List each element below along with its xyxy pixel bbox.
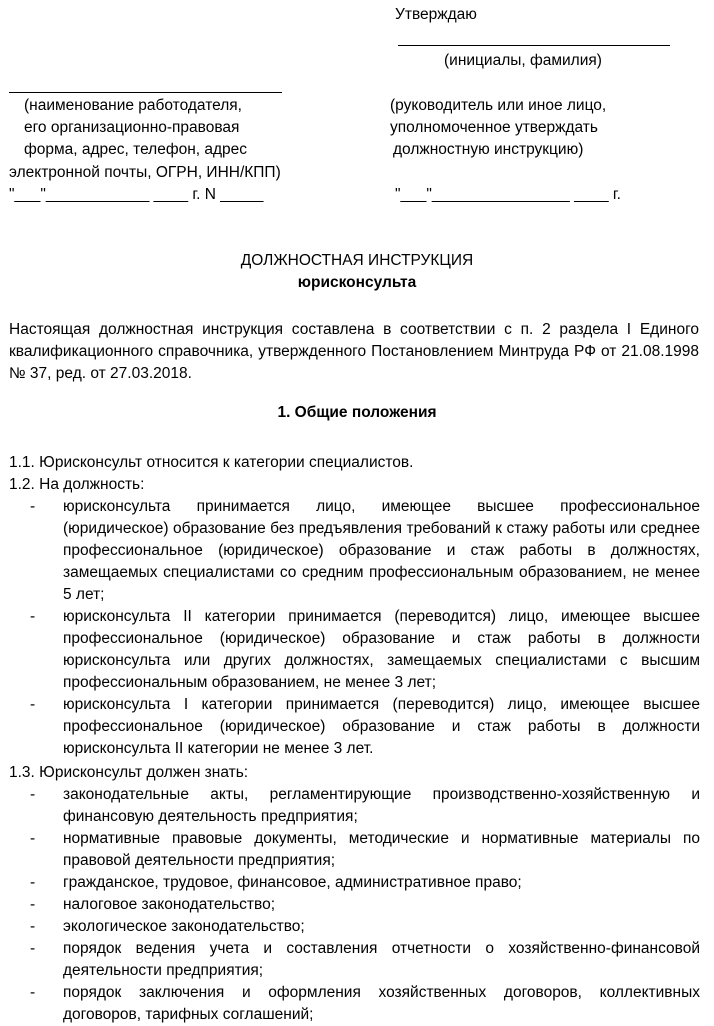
- list-item: [30, 982, 700, 1026]
- authority-caption-line-2: уполномоченное утверждать: [390, 119, 598, 136]
- intro-paragraph: Настоящая должностная инструкция составлена в соответствии с п. 2 раздела I Единого квалификационного справочника, утвержденного Постановлением Минтруда РФ от 21.08.1998 № 37, ред. от 27.03.2018.: [9, 321, 699, 382]
- authority-caption-line-1: (руководитель или иное лицо,: [390, 97, 607, 114]
- list-item-text: юрисконсульта II категории принимается (переводится) лицо, имеющее высшее профессиональное (юридическое) образование и стаж работы в должности юрисконсульта или других должностях, замещаемых специалистами с высшим профессиональным образованием, не менее 3 лет;: [63, 608, 700, 691]
- list-item: [30, 894, 700, 916]
- list-item: [30, 938, 700, 982]
- list-item-text: нормативные правовые документы, методические и нормативные материалы по правовой деятельности предприятия;: [63, 830, 700, 869]
- employer-date-number-line: "___"____________ ____ г. N _____: [9, 186, 264, 203]
- list-item: [30, 872, 700, 894]
- list-item-text: законодательные акты, регламентирующие производственно-хозяйственную и финансовую деятельность предприятия;: [63, 786, 700, 825]
- list-item-text: экологическое законодательство;: [63, 918, 305, 935]
- bullet-dash: -: [30, 786, 36, 803]
- bullet-dash: -: [30, 874, 36, 891]
- item-1-2: 1.2. На должность:: [9, 476, 145, 493]
- bullet-dash: -: [30, 696, 36, 713]
- employer-caption-line-3: форма, адрес, телефон, адрес: [24, 141, 248, 158]
- list-item: [30, 784, 700, 828]
- list-item: [30, 694, 700, 760]
- employer-caption-line-4: электронной почты, ОГРН, ИНН/КПП): [9, 164, 281, 181]
- list-item: [30, 828, 700, 872]
- list-item-text: порядок ведения учета и составления отчетности о хозяйственно-финансовой деятельности предприятия;: [63, 940, 700, 979]
- bullet-dash: -: [30, 608, 36, 625]
- bullet-list-knowledge: [30, 784, 700, 1026]
- bullet-dash: -: [30, 896, 36, 913]
- list-item-text: юрисконсульта I категории принимается (переводится) лицо, имеющее высшее профессиональное (юридическое) образование и стаж работы в должности юрисконсульта II категории не менее 3 лет.: [63, 696, 700, 757]
- employer-name-line: [9, 92, 282, 93]
- list-item: [30, 916, 700, 938]
- bullet-dash: -: [30, 940, 36, 957]
- list-item: [30, 496, 700, 606]
- bullet-dash: -: [30, 830, 36, 847]
- list-item-text: порядок заключения и оформления хозяйственных договоров, коллективных договоров, тарифных соглашений;: [63, 984, 700, 1023]
- employer-caption-line-1: (наименование работодателя,: [24, 97, 242, 114]
- item-1-3: 1.3. Юрисконсульт должен знать:: [9, 764, 249, 781]
- bullet-dash: -: [30, 984, 36, 1001]
- employer-caption-line-2: его организационно-правовая: [24, 119, 240, 136]
- bullet-list-qualifications: [30, 496, 700, 760]
- section-heading: 1. Общие положения: [277, 404, 437, 421]
- approval-date-line: "___"________________ ____ г.: [395, 186, 621, 203]
- approver-signature-line: [398, 45, 670, 46]
- document-title: ДОЛЖНОСТНАЯ ИНСТРУКЦИЯ: [240, 252, 474, 269]
- list-item-text: юрисконсульта принимается лицо, имеющее высшее профессиональное (юридическое) образование без предъявления требований к стажу работы или среднее профессиональное (юридическое) образование и стаж работы в должностях, замещаемых специалистами со средним профессиональным образованием, не менее 5 лет;: [63, 498, 700, 603]
- list-item-text: налоговое законодательство;: [63, 896, 276, 913]
- bullet-dash: -: [30, 498, 36, 515]
- initials-caption: (инициалы, фамилия): [444, 52, 602, 69]
- item-1-1: 1.1. Юрисконсульт относится к категории специалистов.: [9, 454, 414, 471]
- approval-title: Утверждаю: [395, 6, 477, 23]
- bullet-dash: -: [30, 918, 36, 935]
- authority-caption-line-3: должностную инструкцию): [393, 141, 584, 158]
- document-subtitle: юрисконсульта: [297, 274, 417, 291]
- list-item-text: гражданское, трудовое, финансовое, административное право;: [63, 874, 522, 891]
- list-item: [30, 606, 700, 694]
